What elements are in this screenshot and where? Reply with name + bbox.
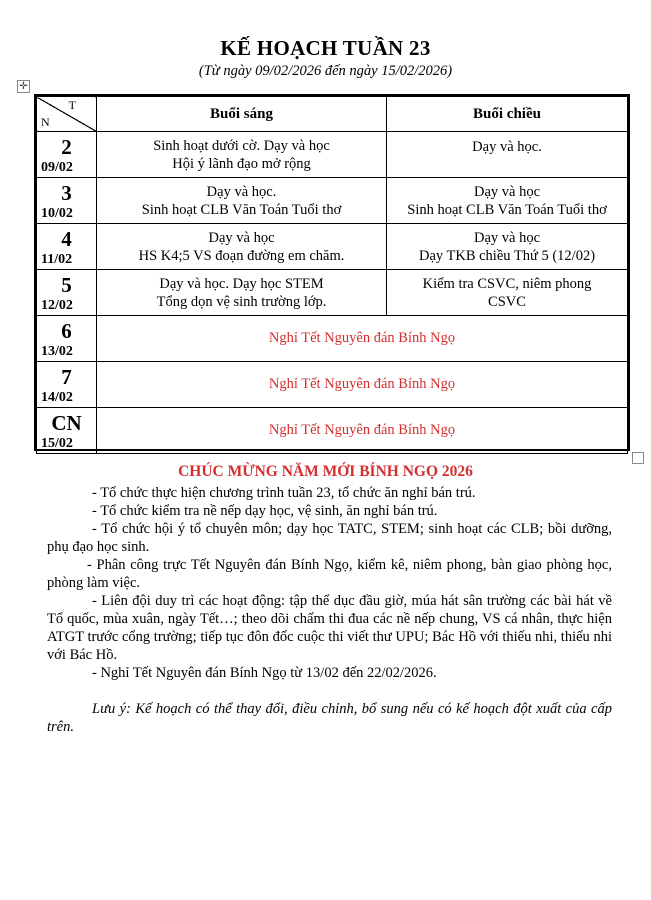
morning-line: Sinh hoạt dưới cờ. Dạy và học bbox=[153, 137, 330, 154]
day-date: 15/02 bbox=[41, 435, 73, 451]
task-item: - Nghỉ Tết Nguyên đán Bính Ngọ từ 13/02 đến 22/02/2026. bbox=[92, 665, 437, 681]
day-cell bbox=[37, 224, 97, 270]
day-cell bbox=[37, 316, 97, 362]
afternoon-line: Dạy TKB chiều Thứ 5 (12/02) bbox=[418, 247, 596, 264]
day-date: 12/02 bbox=[41, 297, 73, 313]
task-item: - Tổ chức kiểm tra nề nếp dạy học, vệ sinh, ăn nghỉ bán trú. bbox=[92, 503, 438, 519]
morning-line: Sinh hoạt CLB Văn Toán Tuổi thơ bbox=[141, 201, 342, 218]
holiday-cell: Nghỉ Tết Nguyên đán Bính Ngọ bbox=[97, 316, 628, 362]
day-date: 09/02 bbox=[41, 159, 73, 175]
afternoon-line: CSVC bbox=[488, 293, 526, 310]
table-row bbox=[37, 316, 628, 362]
day-number: 5 bbox=[61, 272, 72, 297]
morning-line: Dạy và học. bbox=[206, 183, 277, 200]
table-row bbox=[37, 132, 628, 178]
day-number: 2 bbox=[61, 134, 72, 159]
day-cell bbox=[37, 178, 97, 224]
task-item: - Tổ chức hội ý tổ chuyên môn; dạy học TATC, STEM; sinh hoạt các CLB; bồi dưỡng, phụ đạo học sinh. bbox=[47, 521, 612, 555]
table-corner-cell bbox=[37, 97, 97, 132]
corner-bottom-label: N bbox=[41, 115, 50, 129]
morning-line: Tổng dọn vệ sinh trường lớp. bbox=[156, 293, 327, 310]
note-paragraph: Lưu ý: Kế hoạch có thể thay đổi, điều chỉnh, bổ sung nếu có kế hoạch đột xuất của cấp trên. bbox=[47, 701, 612, 735]
afternoon-line: Dạy và học bbox=[473, 183, 541, 200]
day-cell bbox=[37, 270, 97, 316]
afternoon-cell bbox=[387, 270, 628, 316]
task-item: - Tổ chức thực hiện chương trình tuần 23, tổ chức ăn nghỉ bán trú. bbox=[92, 485, 476, 501]
table-row bbox=[37, 362, 628, 408]
day-cell bbox=[37, 362, 97, 408]
corner-top-label: T bbox=[68, 98, 76, 112]
date-range-subtitle: (Từ ngày 09/02/2026 đến ngày 15/02/2026) bbox=[198, 63, 453, 79]
day-number: CN bbox=[51, 410, 82, 435]
task-item: - Liên đội duy trì các hoạt động: tập thể dục đầu giờ, múa hát sân trường các bài hát về Tổ quốc, mùa xuân, ngày Tết…; theo dõi chấm thi đua các nề nếp chung, VS cá nhân, thực hiện ATGT trước cổng trường; tiếp tục đôn đốc cuộc thi viết thư UPU; Bác Hồ với thiếu nhi, thiếu nhi với Bác Hồ. bbox=[47, 593, 612, 663]
table-row bbox=[37, 224, 628, 270]
afternoon-cell bbox=[387, 132, 628, 178]
page-title: KẾ HOẠCH TUẦN 23 bbox=[220, 36, 431, 60]
table-header-row bbox=[37, 97, 628, 132]
morning-line: HS K4;5 VS đoạn đường em chăm. bbox=[138, 247, 345, 264]
day-number: 3 bbox=[61, 180, 72, 205]
day-date: 10/02 bbox=[41, 205, 73, 221]
task-item: - Phân công trực Tết Nguyên đán Bính Ngọ, kiểm kê, niêm phong, bàn giao phòng học, phòng làm việc. bbox=[47, 557, 612, 591]
day-number: 4 bbox=[61, 226, 72, 251]
afternoon-line: Sinh hoạt CLB Văn Toán Tuổi thơ bbox=[407, 201, 607, 218]
table-row bbox=[37, 408, 628, 454]
day-cell bbox=[37, 132, 97, 178]
holiday-cell: Nghỉ Tết Nguyên đán Bính Ngọ bbox=[97, 408, 628, 454]
day-date: 11/02 bbox=[41, 251, 73, 267]
new-year-greeting: CHÚC MỪNG NĂM MỚI BÍNH NGỌ 2026 bbox=[178, 463, 473, 480]
afternoon-line: Kiểm tra CSVC, niêm phong bbox=[422, 275, 592, 292]
day-date: 13/02 bbox=[41, 343, 73, 359]
header-afternoon: Buổi chiều bbox=[387, 97, 628, 132]
afternoon-cell bbox=[387, 224, 628, 270]
holiday-cell: Nghỉ Tết Nguyên đán Bính Ngọ bbox=[97, 362, 628, 408]
morning-line: Dạy và học bbox=[208, 229, 275, 246]
afternoon-line: Dạy và học. bbox=[472, 139, 542, 155]
weekly-plan-table bbox=[34, 94, 630, 451]
day-number: 6 bbox=[61, 318, 72, 343]
morning-cell bbox=[97, 224, 387, 270]
morning-cell bbox=[97, 270, 387, 316]
task-list bbox=[47, 484, 612, 682]
day-date: 14/02 bbox=[41, 389, 73, 405]
morning-cell bbox=[97, 178, 387, 224]
table-move-icon[interactable]: ✛ bbox=[17, 80, 30, 93]
header-morning: Buổi sáng bbox=[97, 97, 387, 132]
morning-cell bbox=[97, 132, 387, 178]
table-row bbox=[37, 270, 628, 316]
table-row bbox=[37, 178, 628, 224]
afternoon-line: Dạy và học bbox=[473, 229, 541, 246]
morning-line: Dạy và học. Dạy học STEM bbox=[159, 275, 324, 292]
morning-line: Hội ý lãnh đạo mở rộng bbox=[172, 155, 311, 172]
day-number: 7 bbox=[61, 364, 72, 389]
day-cell bbox=[37, 408, 97, 454]
afternoon-cell bbox=[387, 178, 628, 224]
